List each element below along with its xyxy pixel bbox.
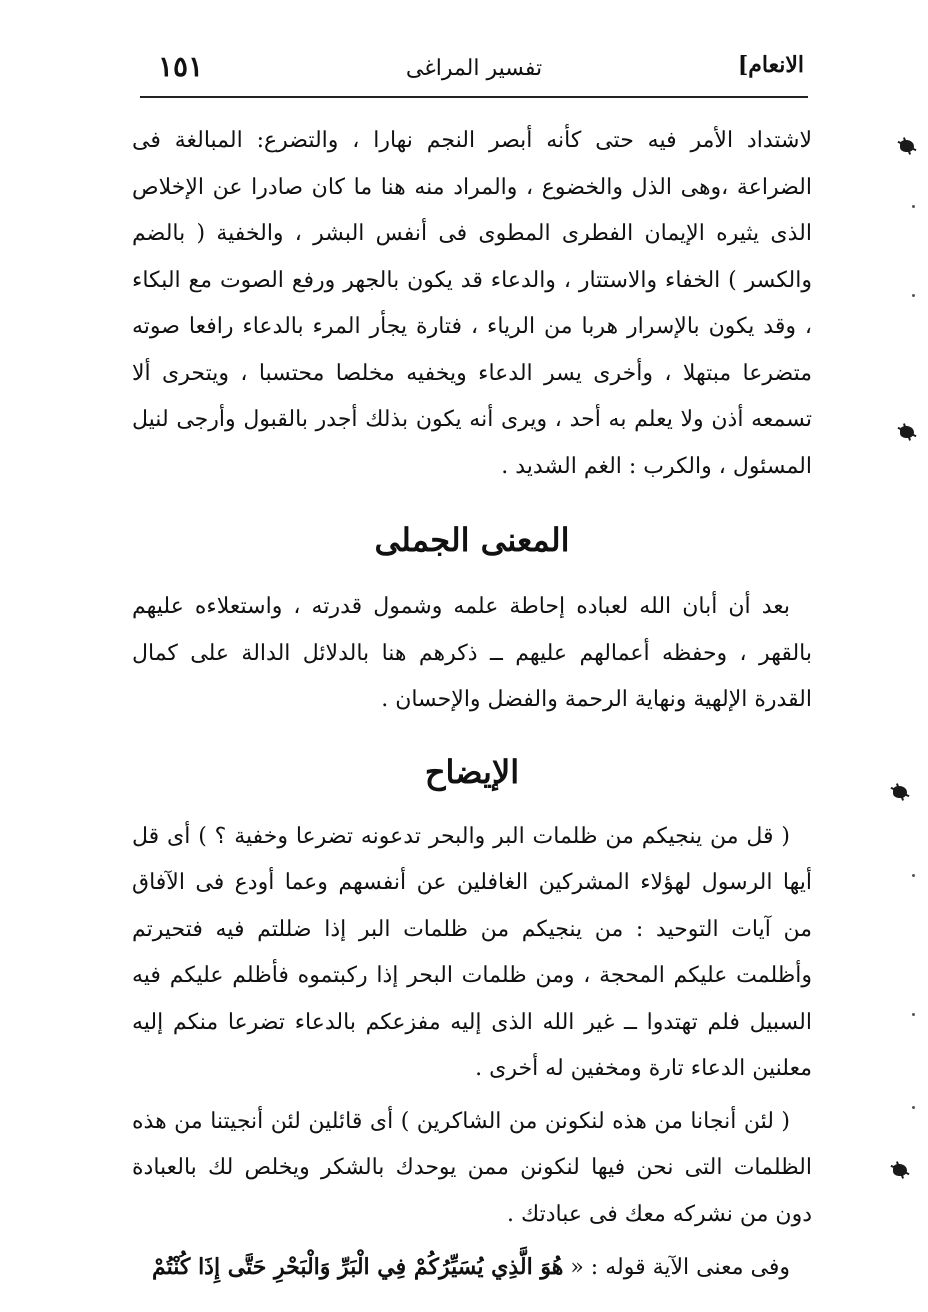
ink-blot-mark [893,1164,907,1176]
ink-blot-mark [900,426,914,438]
paragraph-definitions: لاشتداد الأمر فيه حتى كأنه أبصر النجم نهارا ، والتضرع: المبالغة فى الضراعة ،وهى الذل والخضوع ، والمراد منه هنا ما كان صادرا عن الإخلاص الذى يثيره الإيمان الفطرى المطوى فى أنفس البشر ، والخفية ( بالضم والكسر ) الخفاء والاستتار ، والدعاء قد يكون بالجهر ورفع الصوت مع البكاء ، وقد يكون بالإسرار هربا من الرياء ، فتارة يجأر المرء بالدعاء رافعا صوته متضرعا مبتهلا ، وأخرى يسر الدعاء ويخفيه مخلصا محتسبا ، ويتحرى ألا تسمعه أذن ولا يعلم به أحد ، ويرى أنه يكون بذلك أجدر بالقبول وأرجى لنيل المسئول ، والكرب : الغم الشديد . [132,128,812,479]
paragraph-general-meaning: بعد أن أبان الله لعباده إحاطة علمه وشمول قدرته ، واستعلاءه عليهم بالقهر ، وحفظه أعمالهم عليهم ــ ذكرهم هنا بالدلائل الدالة على كمال القدرة الإلهية ونهاية الرحمة والفضل والإحسان . [132,594,812,712]
verse-intro: وفى معنى الآية قوله : « [570,1255,790,1280]
page-number: ١٥١ [158,50,204,83]
heading-general-meaning: المعنى الجملى [374,521,570,559]
section-name: الانعام] [737,52,804,78]
paragraph-explanation-1: ( قل من ينجيكم من ظلمات البر والبحر تدعونه تضرعا وخفية ؟ ) أى قل أيها الرسول لهؤلاء المشركين الغافلين عن أنفسهم وعما أودع فى الآفاق من آيات التوحيد : من ينجيكم من ظلمات البر إذا ضللتم فيه فتحيرتم وأظلمت عليكم المحجة ، ومن ظلمات البحر إذا ركبتموه فأظلم عليكم فيه السبيل فلم تهتدوا ــ غير الله الذى إليه مفزعكم بالدعاء تضرعا منكم إليه معلنين الدعاء تارة ومخفين له أخرى . [132,823,812,1081]
ink-blot-mark [900,140,914,152]
ink-blot-mark [893,786,907,798]
page-header [140,46,808,96]
book-title: تفسير المراغى [405,56,543,81]
paragraph-verse-reference [132,1244,812,1292]
heading-explanation: الإيضاح [424,752,520,791]
header-rule [140,96,808,98]
speck-mark [912,1013,915,1016]
speck-mark [912,294,915,297]
speck-mark [912,874,915,877]
speck-mark [912,1106,915,1109]
speck-mark [912,205,915,208]
quran-quote: هُوَ الَّذِي يُسَيِّرُكُمْ فِي الْبَرِّ وَالْبَحْرِ حَتَّى إِذَا كُنْتُمْ [152,1254,564,1280]
paragraph-explanation-2: ( لئن أنجانا من هذه لنكونن من الشاكرين ) أى قائلين لئن أنجيتنا من هذه الظلمات التى نحن فيها لنكونن ممن يوحدك بالشكر ويخلص لك بالعبادة دون من نشركه معك فى عبادتك . [132,1108,812,1227]
page-body [132,118,812,1292]
